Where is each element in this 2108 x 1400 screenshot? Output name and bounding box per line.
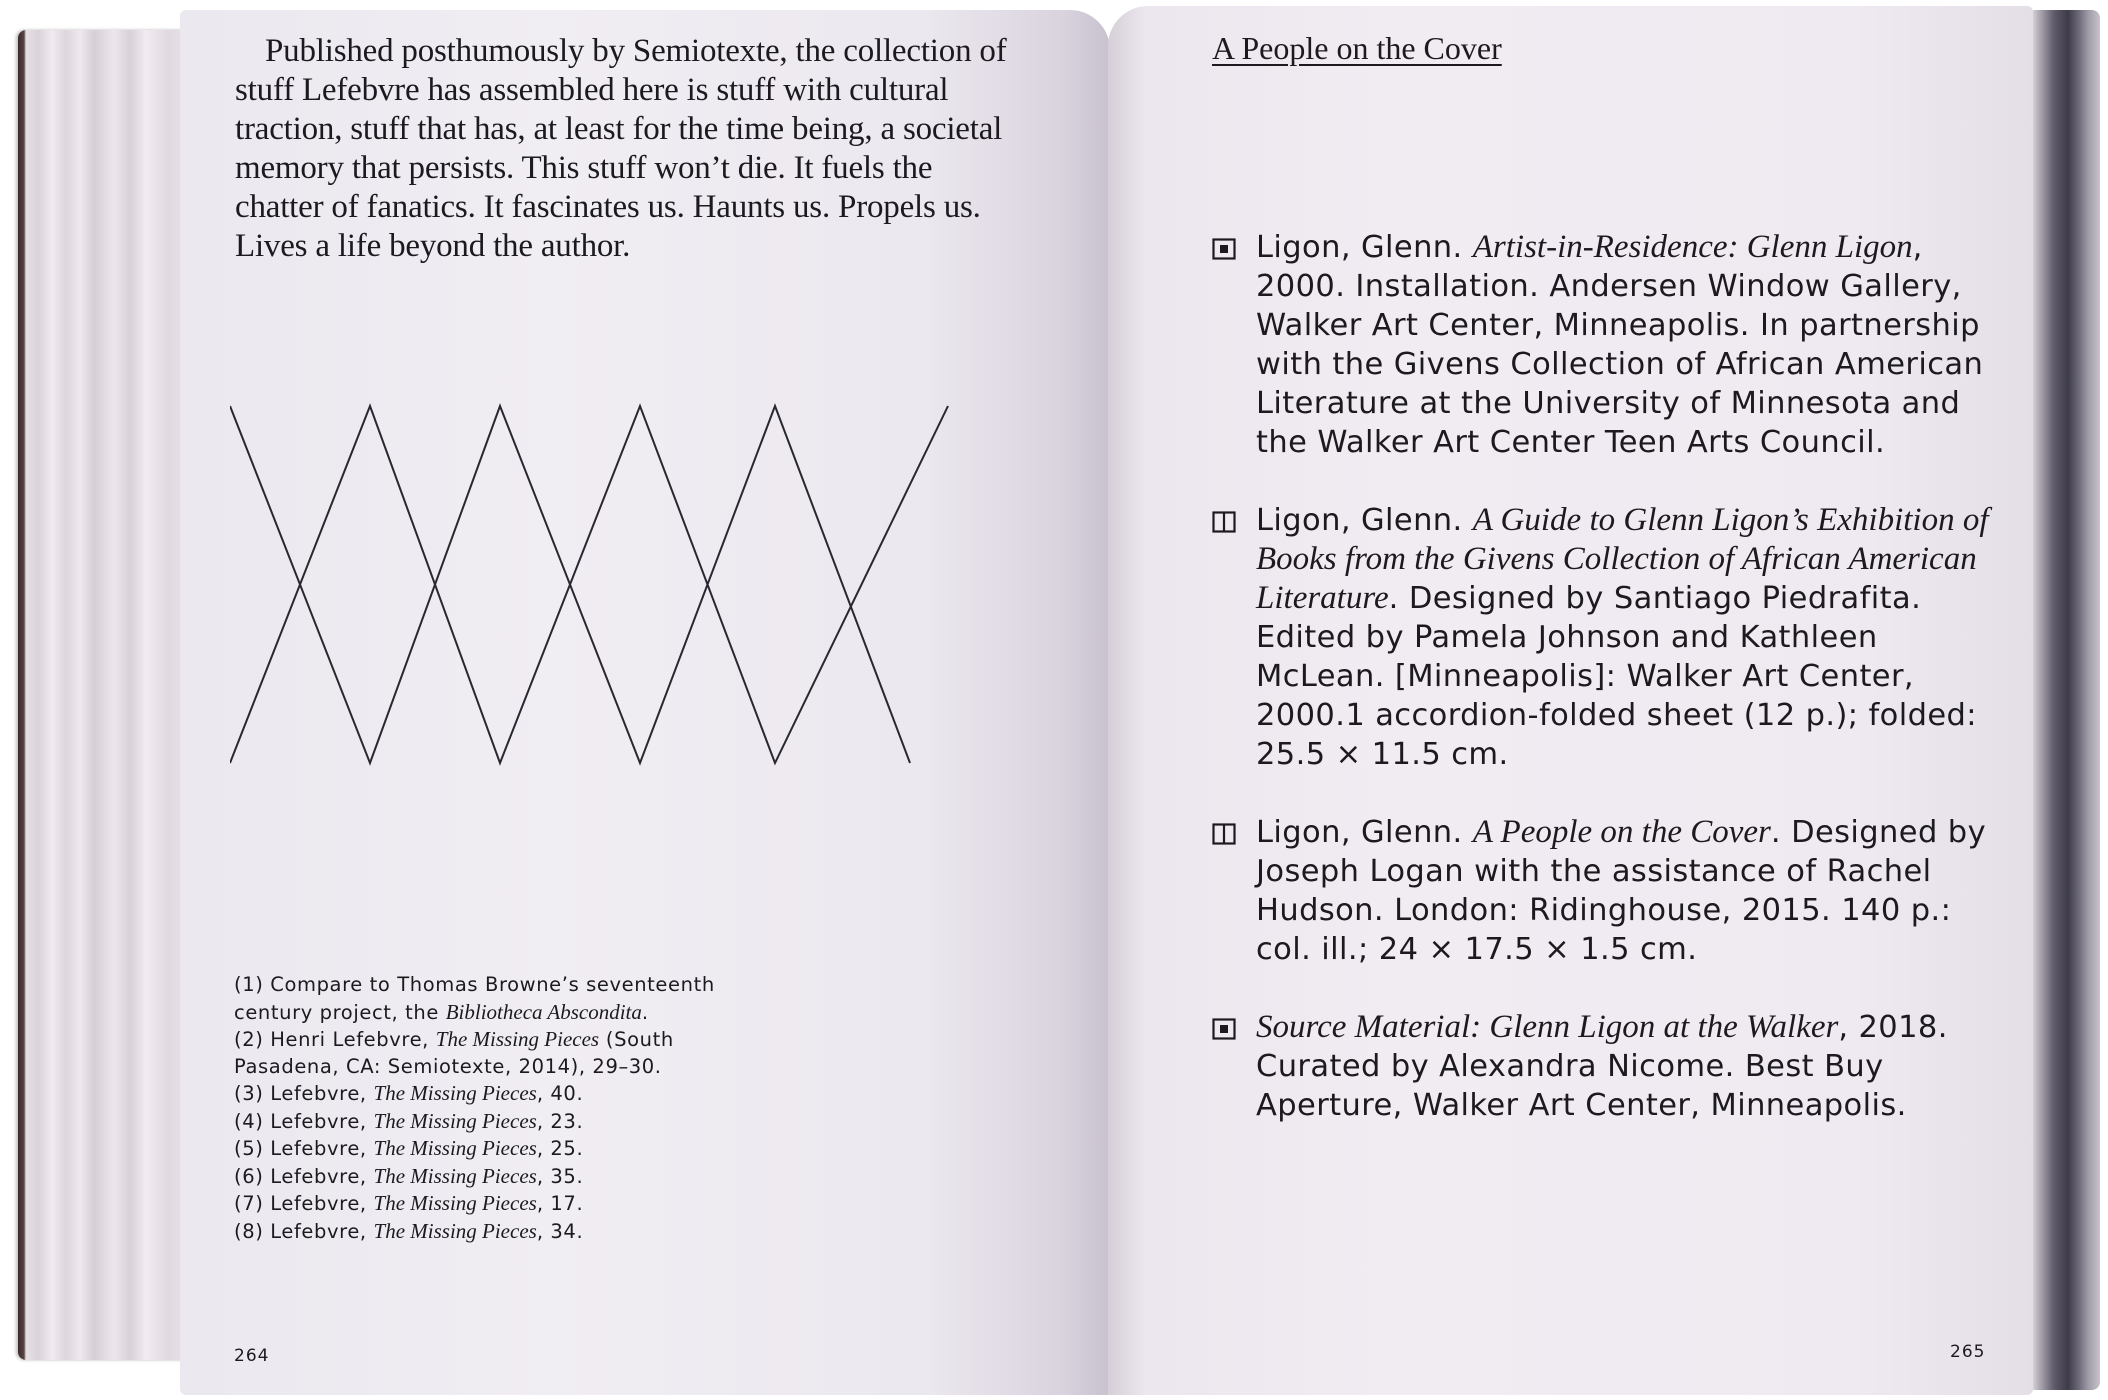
footnote-item (234, 1163, 754, 1191)
exhibition-square-dot-icon (1212, 1018, 1236, 1040)
right-page (1108, 6, 2033, 1395)
entry-title: A Guide to Glenn Ligon’s Exhibition of Books from the Givens Collection of African American Literature (1256, 502, 1989, 616)
page-number-left: 264 (234, 1346, 270, 1366)
footnote-title: The Missing Pieces (373, 1163, 537, 1188)
footnote-text: Lefebvre, (270, 1137, 374, 1160)
footnotes-list (234, 972, 754, 1245)
footnote-number: (5) (234, 1137, 264, 1160)
entry-author: Ligon, Glenn. (1256, 503, 1473, 538)
footnote-title: The Missing Pieces (373, 1081, 537, 1105)
footnote-number: (3) (234, 1082, 264, 1105)
footnote-title: The Missing Pieces (373, 1136, 537, 1160)
entry-text (1256, 1008, 2002, 1125)
bibliography-entry (1212, 501, 2002, 774)
bibliography-entry (1212, 1008, 2002, 1125)
open-book-icon (1212, 823, 1236, 845)
footnote-citation: . (641, 1000, 649, 1024)
footnote-text: Lefebvre, (270, 1219, 374, 1243)
footnote-title: The Missing Pieces (373, 1191, 537, 1215)
footnote-title: The Missing Pieces (435, 1027, 600, 1051)
footnote-number: (6) (234, 1164, 264, 1188)
footnote-citation: (South Pasadena, CA: Semiotexte, 2014), 29–30. (234, 1028, 674, 1078)
footnote-text: Lefebvre, (270, 1192, 374, 1215)
footnote-number: (4) (234, 1109, 264, 1133)
footnote-number: (7) (234, 1192, 264, 1215)
footnote-number: (2) (234, 1028, 264, 1051)
footnote-text: Henri Lefebvre, (270, 1028, 436, 1051)
footnote-title: Bibliotheca Abscondita (445, 999, 642, 1024)
left-page-block-edge (18, 30, 188, 1360)
entry-details: . Designed by Joseph Logan with the assistance of Rachel Hudson. London: Ridinghouse, 2015. 140 p.: col. ill.; 24 × 17.5 × 1.5 cm. (1256, 815, 1987, 967)
entry-title: A People on the Cover (1472, 814, 1771, 850)
footnote-title: The Missing Pieces (373, 1218, 537, 1243)
footnote-item (234, 1135, 754, 1163)
zigzag-line-up (230, 406, 948, 763)
entry-text (1256, 813, 2002, 969)
footnote-number: (1) (234, 973, 264, 996)
bibliography-entries (1212, 228, 2002, 1125)
footnote-citation: , 34. (536, 1219, 584, 1243)
bibliography-entry (1212, 228, 2002, 462)
entry-author: Ligon, Glenn. (1256, 815, 1473, 850)
page-number-right: 265 (1950, 1342, 1986, 1362)
left-page-paragraph: Published posthumously by Semiotexte, the collection of stuff Lefebvre has assembled here is stuff with cultural traction, stuff that has, at least for the time being, a societal memory that persists. This stuff won’t die. It fuels the chatter of fanatics. It fascinates us. Haunts us. Propels us. Lives a life beyond the author. (235, 33, 1007, 264)
footnote-citation: , 35. (536, 1164, 584, 1188)
footnote-item (234, 1026, 754, 1080)
exhibition-square-dot-icon (1212, 238, 1236, 260)
entry-title: Source Material: Glenn Ligon at the Walker (1256, 1009, 1839, 1045)
entry-author: Ligon, Glenn. (1256, 230, 1473, 265)
running-head: A People on the Cover (1212, 30, 1502, 66)
footnote-citation: , 40. (536, 1082, 584, 1105)
entry-details: , 2018. Curated by Alexandra Nicome. Best Buy Aperture, Walker Art Center, Minneapolis. (1256, 1010, 1948, 1123)
footnote-text: Compare to Thomas Browne’s seventeenth century project, the (234, 973, 715, 1024)
entry-details: , 2000. Installation. Andersen Window Gallery, Walker Art Center, Minneapolis. In partnership with the Givens Collection of African American Literature at the University of Minnesota and the Walker Art Center Teen Arts Council. (1256, 230, 1984, 460)
footnote-text: Lefebvre, (270, 1164, 374, 1188)
footnote-item (234, 1190, 754, 1218)
footnote-title: The Missing Pieces (373, 1108, 537, 1133)
zigzag-lines (230, 406, 948, 763)
footnote-text: Lefebvre, (270, 1082, 374, 1105)
footnote-item (234, 972, 754, 1026)
entry-title: Artist-in-Residence: Glenn Ligon (1472, 229, 1913, 265)
footnote-text: Lefebvre, (270, 1109, 374, 1133)
footnote-citation: , 25. (536, 1137, 584, 1160)
footnote-item (234, 1108, 754, 1136)
zigzag-diamond-pattern (230, 398, 960, 778)
footnote-item (234, 1080, 754, 1108)
footnote-item (234, 1218, 754, 1246)
open-book-icon (1212, 511, 1236, 533)
left-page (180, 10, 1110, 1395)
entry-details: . Designed by Santiago Piedrafita. Edited by Pamela Johnson and Kathleen McLean. [Minneapolis]: Walker Art Center, 2000.1 accordion-folded sheet (12 p.); folded: 25.5 × 11.5 cm. (1256, 581, 1977, 772)
footnote-citation: , 17. (536, 1192, 584, 1215)
footnote-number: (8) (234, 1219, 264, 1243)
bibliography-entry (1212, 813, 2002, 969)
entry-text (1256, 228, 2002, 462)
footnote-citation: , 23. (536, 1109, 584, 1133)
entry-text (1256, 501, 2002, 774)
